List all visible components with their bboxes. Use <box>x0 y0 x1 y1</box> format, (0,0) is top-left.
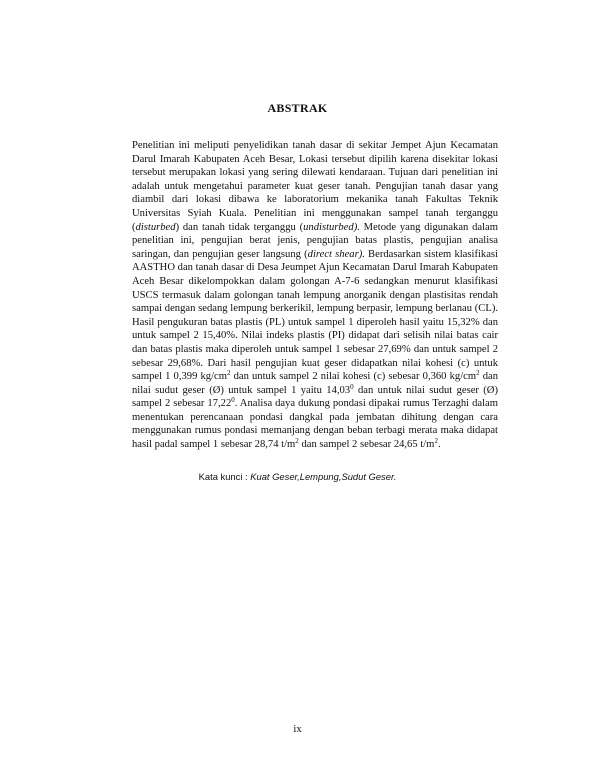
abstract-text: dan untuk nilai sudut geser (Ø) sampel 2 sebesar 17,22 <box>132 384 498 410</box>
abstract-text: . Analisa daya dukung pondasi dipakai rumus Terzaghi dalam menentukan perencanaan pondasi dangkal pada jembatan dihitung dengan cara menggunakan rumus pondasi memanjang dengan beban terbagi merata maka didapat hasil padal sampel 1 sebesar 28,74 t/m <box>132 398 498 451</box>
keywords-label: Kata kunci : <box>198 471 251 482</box>
abstract-title: ABSTRAK <box>267 101 328 115</box>
abstract-italic-term: undisturbed). <box>303 221 360 233</box>
superscript: 2 <box>295 437 299 446</box>
abstract-text: dan untuk sampel 2 nilai kohesi (c) sebesar 0,360 kg/cm <box>230 371 477 383</box>
abstract-italic-term: direct shear). <box>307 248 365 260</box>
abstract-text: Penelitian ini meliputi penyelidikan tanah dasar di sekitar Jempet Ajun Kecamatan Darul Imarah Kabupaten Aceh Besar, Lokasi tersebut dipilih karena disekitar lokasi tersebut merupakan lokasi yang sering dilewati kendaraan. Tujuan dari penelitian ini adalah untuk mengetahui parameter kuat geser tanah. Pengujian tanah dasar yang diambil dari lokasi dibawa ke laboratorium mekanika tanah Fakultas Teknik Universitas Syiah Kuala. Penelitian ini menggunakan sampel tanah terganggu ( <box>132 140 498 233</box>
keywords-value: Kuat Geser,Lempung,Sudut Geser. <box>250 471 397 482</box>
page-number: ix <box>293 724 302 735</box>
superscript: 2 <box>226 369 231 378</box>
abstract-text: ) dan tanah tidak terganggu ( <box>175 221 304 233</box>
keywords-line <box>0 471 595 482</box>
superscript: 2 <box>476 369 480 378</box>
abstract-text: Metode yang digunakan dalam penelitian ini, pengujian berat jenis, pengujian batas plastis, pengujian analisa saringan, dan pengujian geser langsung ( <box>132 221 498 260</box>
abstract-body <box>132 139 498 452</box>
superscript: 0 <box>231 396 235 405</box>
abstract-text: dan sampel 2 sebesar 24,65 t/m <box>298 439 435 451</box>
superscript: 0 <box>350 382 354 391</box>
abstract-italic-term: disturbed <box>135 221 176 233</box>
abstract-text: . <box>437 439 441 451</box>
superscript: 2 <box>434 437 438 446</box>
abstract-text: dan nilai sudut geser (Ø) untuk sampel 1 yaitu 14,03 <box>132 371 498 396</box>
abstract-text: Berdasarkan sistem klasifikasi AASTHO dan tanah dasar di Desa Jeumpet Ajun Kecamatan Darul Imarah Kabupaten Aceh Besar dikelompokkan dalam golongan A-7-6 sedangkan menurut klasifikasi USCS termasuk dalam golongan tanah lempung anorganik dengan plastisitas rendah sampai dengan sedang lempung berkerikil, lempung berpasir, lempung berlanau (CL). Hasil pengukuran batas plastis (PL) untuk sampel 1 diperoleh hasil yaitu 15,32% dan untuk sampel 2 15,40%. Nilai indeks plastis (PI) didapat dari selisih nilai batas cair dan batas plastis maka diperoleh untuk sampel 1 sebesar 27,69% dan untuk sampel 2 sebesar 29,68%. Dari hasil pengujian kuat geser didapatkan nilai kohesi (c) untuk sampel 1 0,399 kg/cm <box>132 248 498 383</box>
